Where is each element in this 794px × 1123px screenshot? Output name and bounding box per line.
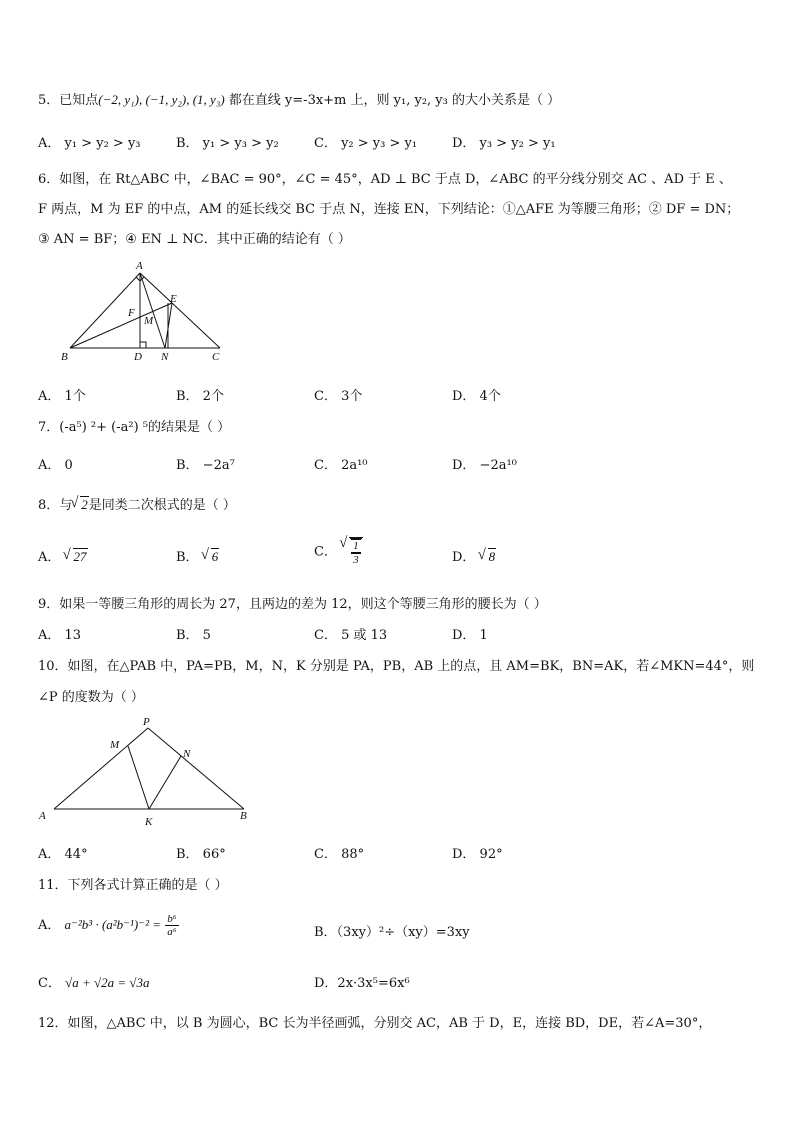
q6-stem-line3: ③ AN = BF；④ EN ⊥ NC．其中正确的结论有（ ） xyxy=(38,232,351,247)
q6-figure xyxy=(55,258,230,368)
label-a: A xyxy=(39,810,46,822)
label-b: B xyxy=(61,351,68,363)
q11-option-b: B．（3xy）²÷（xy）=3xy xyxy=(314,925,470,940)
segment-mk xyxy=(128,746,149,809)
q5-points: (−2, y₁), (−1, y₂), (1, y₃) xyxy=(98,92,225,107)
q8-option-b: B． √ 6 xyxy=(176,546,219,565)
label-e: E xyxy=(170,293,177,305)
q5-option-a: A． y₁ > y₂ > y₃ xyxy=(38,136,141,151)
label-k: K xyxy=(145,816,153,828)
q10-stem-line1: 10．如图，在△PAB 中，PA=PB，M，N，K 分别是 PA，PB，AB 上的点，且 AM=BK，BN=AK，若∠MKN=44°，则 xyxy=(38,659,755,674)
label-c: C xyxy=(212,351,220,363)
label-m: M xyxy=(144,315,154,327)
q5-option-d: D． y₃ > y₂ > y₁ xyxy=(452,136,556,151)
q8-option-a: A． √ 27 xyxy=(38,546,88,565)
label-n: N xyxy=(161,351,169,363)
label-p: P xyxy=(143,716,150,728)
q7-option-b: B． −2a⁷ xyxy=(176,458,235,473)
q9-stem: 9．如果一等腰三角形的周长为 27，且两边的差为 12，则这个等腰三角形的腰长为（ ） xyxy=(38,597,547,612)
q9-option-a: A． 13 xyxy=(38,628,82,643)
q6-option-b: B． 2个 xyxy=(176,389,224,404)
segment-be xyxy=(70,303,172,348)
q5-stem: 5．已知点(−2, y₁), (−1, y₂), (1, y₃) 都在直线 y=-3x+m 上，则 y₁, y₂, y₃ 的大小关系是（ ） xyxy=(38,92,561,108)
q6-option-d: D． 4个 xyxy=(452,389,501,404)
label-n: N xyxy=(183,748,191,760)
q8-option-d: D． √ 8 xyxy=(452,546,496,565)
q9-option-b: B． 5 xyxy=(176,628,211,643)
q9-option-c: C． 5 或 13 xyxy=(314,628,388,643)
segment-nk xyxy=(149,756,181,809)
q10-figure xyxy=(36,712,256,830)
q10-option-a: A． 44° xyxy=(38,847,88,862)
label-m: M xyxy=(110,739,120,751)
q11-option-c: C． √a + √2a = √3a xyxy=(38,975,150,991)
q7-option-d: D． −2a¹⁰ xyxy=(452,458,517,473)
q10-option-c: C． 88° xyxy=(314,847,365,862)
q6-stem-line1: 6．如图，在 Rt△ABC 中，∠BAC = 90°，∠C = 45°，AD ⊥ BC 于点 D，∠ABC 的平分线分别交 AC 、AD 于 E 、 xyxy=(38,172,732,187)
q12-stem: 12．如图，△ABC 中，以 B 为圆心，BC 长为半径画弧，分别交 AC，AB 于 D，E，连接 BD，DE，若∠A=30°， xyxy=(38,1016,712,1031)
q5-option-b: B． y₁ > y₃ > y₂ xyxy=(176,136,279,151)
q9-option-d: D． 1 xyxy=(452,628,488,643)
q11-option-a: A． a⁻²b³ · (a²b⁻¹)⁻² = $\frac{\text{b⁶}}{\text{a⁶}}$ xyxy=(38,913,177,938)
q6-stem-line2: F 两点，M 为 EF 的中点，AM 的延长线交 BC 于点 N，连接 EN，下列结论：①△AFE 为等腰三角形；② DF = DN； xyxy=(38,202,740,217)
q7-option-a: A． 0 xyxy=(38,458,73,473)
segment-pb xyxy=(148,728,244,809)
q7-stem: 7．(-a⁵) ²+ (-a²) ⁵的结果是（ ） xyxy=(38,420,231,435)
q7-option-c: C． 2a¹⁰ xyxy=(314,458,368,473)
q8-option-c: C． √ $\frac{1}{3}$ xyxy=(314,537,363,566)
q6-option-c: C． 3个 xyxy=(314,389,363,404)
q8-stem: 8．与√ 2是同类二次根式的是（ ） xyxy=(38,494,236,513)
q10-option-d: D． 92° xyxy=(452,847,503,862)
q10-stem-line2: ∠P 的度数为（ ） xyxy=(38,690,144,705)
q5-option-c: C． y₂ > y₃ > y₁ xyxy=(314,136,418,151)
segment-pa xyxy=(54,728,148,809)
label-f: F xyxy=(128,307,135,319)
q8-stem-radical: √ 2 xyxy=(72,497,89,513)
q6-option-a: A． 1个 xyxy=(38,389,86,404)
right-angle-d xyxy=(140,342,146,348)
label-d: D xyxy=(134,351,142,363)
label-a: A xyxy=(136,260,143,272)
q11-option-d: D．2x·3x⁵=6x⁶ xyxy=(314,976,410,991)
q10-option-b: B． 66° xyxy=(176,847,226,862)
label-b: B xyxy=(240,810,247,822)
q11-stem: 11．下列各式计算正确的是（ ） xyxy=(38,878,228,893)
